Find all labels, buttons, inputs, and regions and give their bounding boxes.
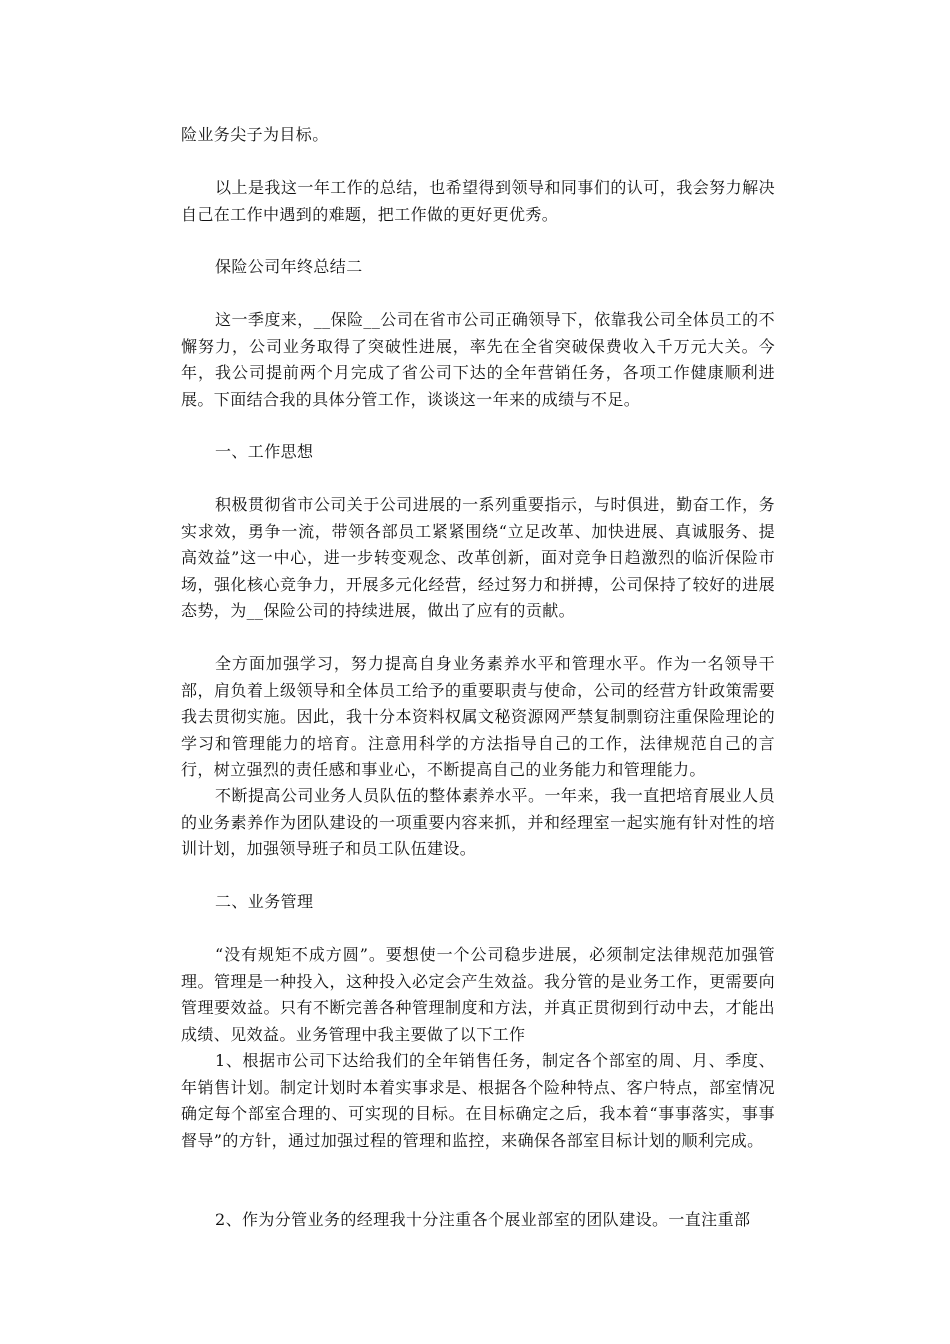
heading-business-management: 二、业务管理 <box>215 892 314 911</box>
paragraph-implement-instructions: 积极贯彻省市公司关于公司进展的一系列重要指示，与时俱进，勤奋工作，务实求效，勇争一流，带领各部员工紧紧围绕“立足改革、加快进展、真诚服务、提高效益”这一中心，进一步转变观念、改革创新，面对竞争日趋激烈的临沂保险市场，强化核心竞争力，开展多元化经营，经过努力和拼搏，公司保持了较好的进展态势，为__保险公司的持续进展，做出了应有的贡献。 <box>181 495 775 621</box>
heading-work-thinking: 一、工作思想 <box>215 442 314 461</box>
paragraph-summary-conclusion: 以上是我这一年工作的总结，也希望得到领导和同事们的认可，我会努力解决自己在工作中遇到的难题，把工作做的更好更优秀。 <box>181 178 775 224</box>
paragraph-intro-fragment: 险业务尖子为目标。 <box>181 125 329 144</box>
paragraph-quarter-overview: 这一季度来，__保险__公司在省市公司正确领导下，依靠我公司全体员工的不懈努力，公司业务取得了突破性进展，率先在全省突破保费收入千万元大关。今年，我公司提前两个月完成了省公司下达的全年营销任务，各项工作健康顺利进展。下面结合我的具体分管工作，谈谈这一年来的成绩与不足。 <box>181 310 775 409</box>
paragraph-improve-team-quality: 不断提高公司业务人员队伍的整体素养水平。一年来，我一直把培育展业人员的业务素养作为团队建设的一项重要内容来抓，并和经理室一起实施有针对性的培训计划，加强领导班子和员工队伍建设。 <box>181 786 775 859</box>
paragraph-item-two-team-building: 2、作为分管业务的经理我十分注重各个展业部室的团队建设。一直注重部 <box>215 1210 751 1229</box>
paragraph-strengthen-learning: 全方面加强学习，努力提高自身业务素养水平和管理水平。作为一名领导干部，肩负着上级领导和全体员工给予的重要职责与使命，公司的经营方针政策需要我去贯彻实施。因此，我十分本资料权属文秘资源网严禁复制剽窃注重保险理论的学习和管理能力的培育。注意用科学的方法指导自己的工作，法律规范自己的言行，树立强烈的责任感和事业心，不断提高自己的业务能力和管理能力。 <box>181 654 775 780</box>
section-title-summary-two: 保险公司年终总结二 <box>215 257 363 276</box>
paragraph-item-one-sales-plan: 1、根据市公司下达给我们的全年销售任务，制定各个部室的周、月、季度、年销售计划。制定计划时本着实事求是、根据各个险种特点、客户特点，部室情况确定每个部室合理的、可实现的目标。在目标确定之后，我本着“事事落实，事事督导”的方针，通过加强过程的管理和监控，来确保各部室目标计划的顺利完成。 <box>181 1051 775 1150</box>
paragraph-rules-management: “没有规矩不成方圆”。要想使一个公司稳步进展，必须制定法律规范加强管理。管理是一种投入，这种投入必定会产生效益。我分管的是业务工作，更需要向管理要效益。只有不断完善各种管理制度和方法，并真正贯彻到行动中去，才能出成绩、见效益。业务管理中我主要做了以下工作 <box>181 945 775 1044</box>
